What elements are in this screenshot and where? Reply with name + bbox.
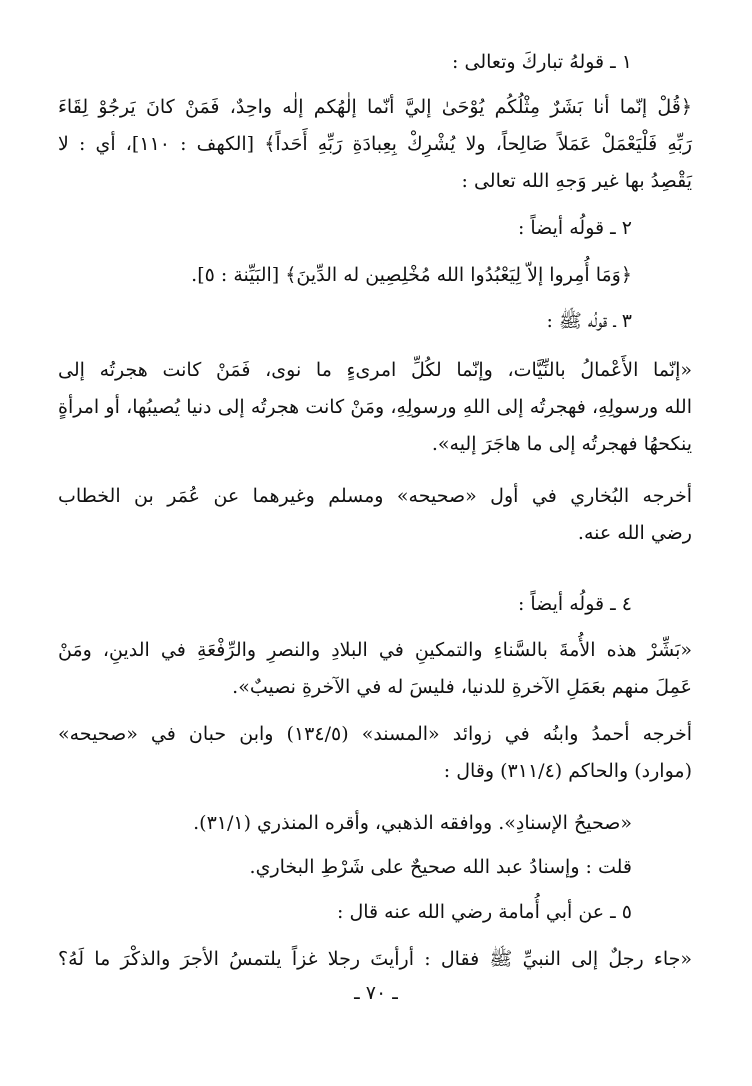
hadith-abu-umama-line-1: «جاء رجلٌ إلى النبيِّ ﷺ فقال : أرأيتَ رجلا غزاً يلتمسُ الأجرَ والذكْرَ ما لَهُ؟: [58, 948, 692, 970]
item-5-heading: ٥ ـ عن أبي أُمامة رضي الله عنه قال :: [337, 901, 632, 923]
hakim-verdict: «صحيحُ الإسنادِ». ووافقه الذهبي، وأقره المنذري (٣١/١).: [193, 812, 632, 834]
hadith-niyyat-line-2: الله ورسولِهِ، فهجرتُه إلى اللهِ ورسولِهِ، ومَنْ كانت هجرتُه إلى دنيا يُصيبُها، أو امرأةٍ: [58, 396, 692, 418]
verse-bayyina: ﴿وَمَا أُمِروا إلاّ لِيَعْبُدُوا الله مُخْلِصِين له الدِّينَ﴾ [البَيِّنة : ٥].: [191, 264, 632, 286]
verse-kahf-line-2: رَبِّهِ فَلْيَعْمَلْ عَمَلاً صَالِحاً، ولا يُشْرِكْ بِعِبادَةِ رَبِّهِ أَحَداً﴾ [الكهف : ١١٠]، أي : لا: [58, 133, 692, 155]
hadith-bashshir-line-1: «بَشِّرْ هذه الأُمةَ بالسَّناءِ والتمكينِ في البلادِ والنصرِ والرِّفْعَةِ في الدينِ، ومَنْ: [58, 639, 692, 661]
verse-kahf-line-1: ﴿قُلْ إنّما أنا بَشَرٌ مِثْلُكُم يُوْحَىٰ إليَّ أنّما إلٰهُكم إلٰه واحِدٌ، فَمَنْ كانَ يَرجُوْ لِقَاءَ: [58, 96, 692, 118]
hadith-niyyat-line-1: «إنّما الأَعْمالُ بالنِّيَّات، وإنّما لكُلِّ امرىءٍ ما نوى، فَمَنْ كانت هجرتُه إلى: [58, 359, 692, 381]
takhrij-2-line-1: أخرجه أحمدُ وابنُه في زوائد «المسند» (١٣٤/٥) وابن حبان في «صحيحه»: [58, 723, 693, 745]
hadith-bashshir-line-2: عَمِلَ منهم بعَمَلِ الآخرةِ للدنيا، فليسَ له في الآخرةِ نصيبٌ».: [232, 676, 692, 698]
page-number: ـ ٧٠ ـ: [354, 982, 398, 1004]
item-1-heading: ١ ـ قولهُ تباركَ وتعالى :: [452, 51, 632, 73]
author-note: قلت : وإسنادُ عبد الله صحيحٌ على شَرْطِ البخاري.: [249, 856, 632, 878]
takhrij-1-line-2: رضي الله عنه.: [577, 522, 692, 544]
takhrij-1-line-1: أخرجه البُخاري في أول «صحيحه» ومسلم وغيرهما عن عُمَر بن الخطاب: [58, 485, 692, 507]
takhrij-2-line-2: (موارد) والحاكم (٣١١/٤) وقال :: [443, 760, 692, 782]
item-2-heading: ٢ ـ قولُه أيضاً :: [517, 217, 632, 239]
verse-kahf-line-3: يَقْصِدُ بها غير وَجهِ الله تعالى :: [461, 170, 692, 192]
item-4-heading: ٤ ـ قولُه أيضاً :: [517, 593, 632, 615]
hadith-niyyat-line-3: ينكحهُا فهجرتُه إلى ما هاجَرَ إليه».: [431, 433, 692, 455]
item-3-heading: ٣ ـ قولُه ﷺ :: [546, 310, 632, 332]
